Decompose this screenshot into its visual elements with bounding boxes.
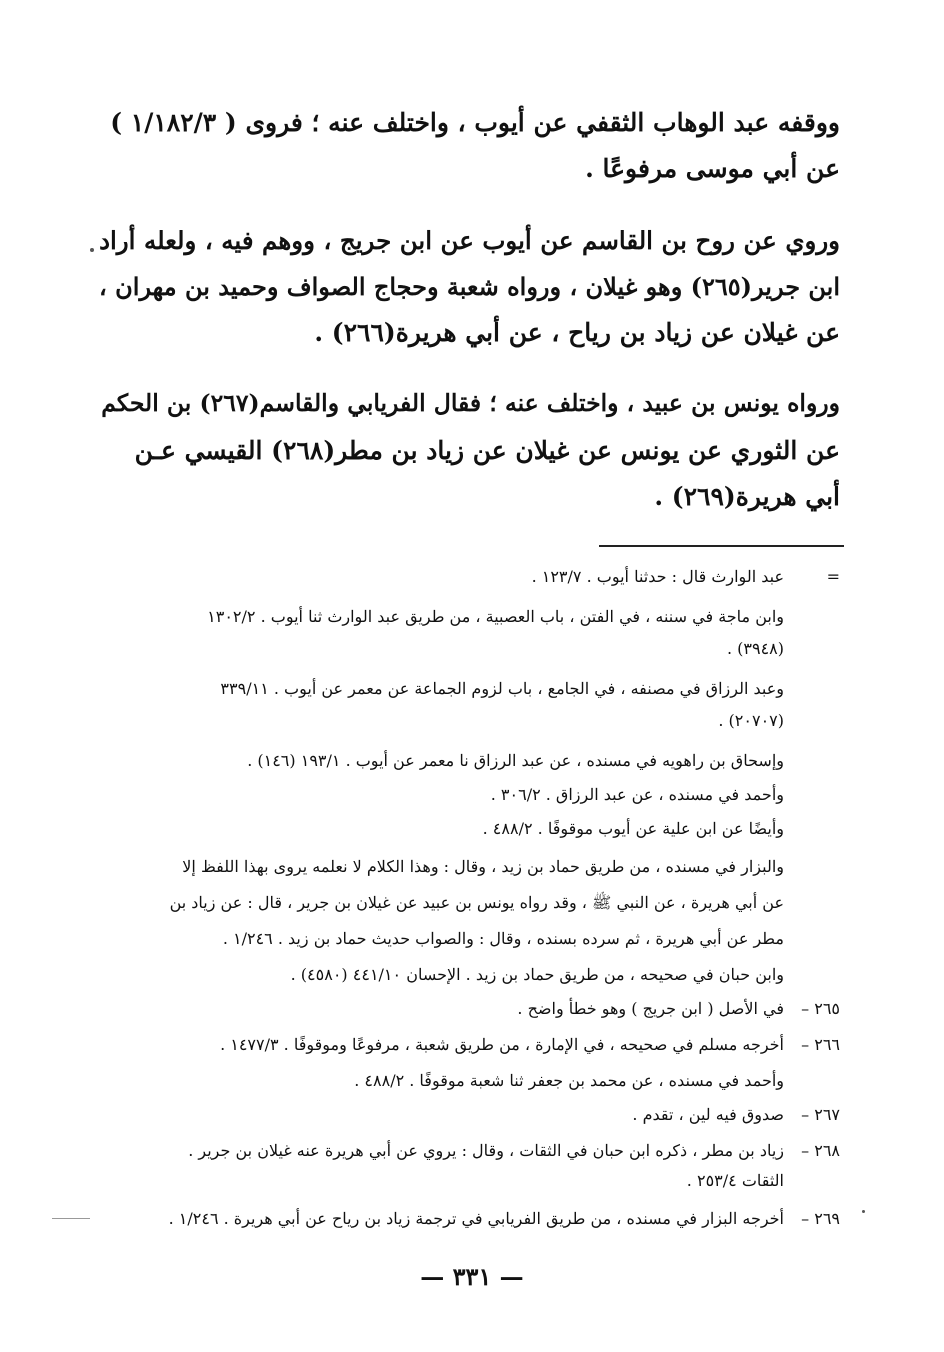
footnote-line: مطر عن أبي هريرة ، ثم سرده بسنده ، وقال : والصواب حديث حماد بن زيد . ١/٢٤٦ . xyxy=(222,929,784,948)
footnote-line: والبزار في مسنده ، من طريق حماد بن زيد ، وقال : وهذا الكلام لا نعلمه يروى بهذا اللفظ إلا xyxy=(182,857,784,876)
footnote-line: وابن حبان في صحيحه ، من طريق حماد بن زيد . الإحسان ٤٤١/١٠ (٤٥٨٠) . xyxy=(290,965,784,984)
body-paragraph-1-line-1: ووقفه عبد الوهاب الثقفي عن أيوب ، واختلف عنه ؛ فروى ( ١/١٨٢/٣ ) xyxy=(110,108,840,137)
footnote-line: وإسحاق بن راهويه في مسنده ، عن عبد الرزاق نا معمر عن أيوب . ١٩٣/١ (١٤٦) . xyxy=(247,751,784,770)
footnote-268-number: ٢٦٨ – xyxy=(801,1141,840,1160)
body-paragraph-2-line-2: ابن جرير(٢٦٥) وهو غيلان ، ورواه شعبة وحجاج الصواف وحميد بن مهران ، xyxy=(99,272,840,301)
footnote-267-text: صدوق فيه لين ، تقدم . xyxy=(632,1105,784,1124)
footnote-line: وعبد الرزاق في مصنفه ، في الجامع ، باب لزوم الجماعة عن معمر عن أيوب . ٣٣٩/١١ xyxy=(220,679,784,698)
footnote-line: (٣٩٤٨) . xyxy=(726,639,784,658)
footnote-269-text: أخرجه البزار في مسنده ، من طريق الفريابي في ترجمة زياد بن رياح عن أبي هريرة . ١/٢٤٦ . xyxy=(168,1209,784,1228)
scan-speck xyxy=(862,1210,865,1213)
footnote-268-text-cont: الثقات ٢٥٣/٤ . xyxy=(686,1171,784,1190)
footnote-line: وأحمد في مسنده ، عن عبد الرزاق . ٣٠٦/٢ . xyxy=(490,785,784,804)
footnote-267-number: ٢٦٧ – xyxy=(801,1105,840,1124)
footnote-265-number: ٢٦٥ – xyxy=(801,999,840,1018)
footnote-265-text: في الأصل ( ابن جريج ) وهو خطأ واضح . xyxy=(517,999,784,1018)
footnote-266-number: ٢٦٦ – xyxy=(801,1035,840,1054)
page-number: — ٣٣١ — xyxy=(420,1262,524,1291)
footnote-line: وأيضًا عن ابن علية عن أيوب موقوفًا . ٤٨٨/٢ . xyxy=(482,819,784,838)
footnote-line: (٢٠٧٠٧) . xyxy=(718,711,784,730)
body-paragraph-2-line-3: عن غيلان عن زياد بن رياح ، عن أبي هريرة(٢٦٦) . xyxy=(314,318,840,347)
footnote-266-text: أخرجه مسلم في صحيحه ، في الإمارة ، من طريق شعبة ، مرفوعًا وموقوفًا . ١٤٧٧/٣ . xyxy=(220,1035,784,1054)
footnote-266-text-cont: وأحمد في مسنده ، عن محمد بن جعفر ثنا شعبة موقوفًا . ٤٨٨/٢ . xyxy=(354,1071,784,1090)
body-paragraph-3-line-2: عن الثوري عن يونس عن غيلان عن زياد بن مطر(٢٦٨) القيسي عـن xyxy=(134,436,840,465)
body-paragraph-2-line-1: وروي عن روح بن القاسم عن أيوب عن ابن جريج ، ووهم فيه ، ولعله أراد xyxy=(99,226,840,255)
body-paragraph-3-line-1: ورواه يونس بن عبيد ، واختلف عنه ؛ فقال الفريابي والقاسم(٢٦٧) بن الحكم xyxy=(101,389,840,417)
footnote-line: عبد الوارث قال : حدثنا أيوب . ١٢٣/٧ . xyxy=(531,567,784,586)
footnote-continuation-marker: = xyxy=(826,567,840,586)
body-paragraph-1-line-2: عن أبي موسى مرفوعًا . xyxy=(585,154,840,183)
footnote-269-number: ٢٦٩ – xyxy=(801,1209,840,1228)
footnote-line: عن أبي هريرة ، عن النبي ﷺ ، وقد رواه يونس بن عبيد عن غيلان بن جرير ، قال : عن زياد بن xyxy=(169,893,784,912)
scan-mark xyxy=(52,1218,90,1219)
scan-speck xyxy=(90,248,94,252)
body-paragraph-3-line-3: أبي هريرة(٢٦٩) . xyxy=(654,482,840,511)
footnote-line: وابن ماجة في سننه ، في الفتن ، باب العصبية ، من طريق عبد الوارث ثنا أيوب . ١٣٠٢/٢ xyxy=(207,607,784,626)
footnote-separator-rule xyxy=(599,545,844,547)
footnote-268-text: زياد بن مطر ، ذكره ابن حبان في الثقات ، وقال : يروي عن أبي هريرة عنه غيلان بن جرير . xyxy=(188,1141,784,1160)
